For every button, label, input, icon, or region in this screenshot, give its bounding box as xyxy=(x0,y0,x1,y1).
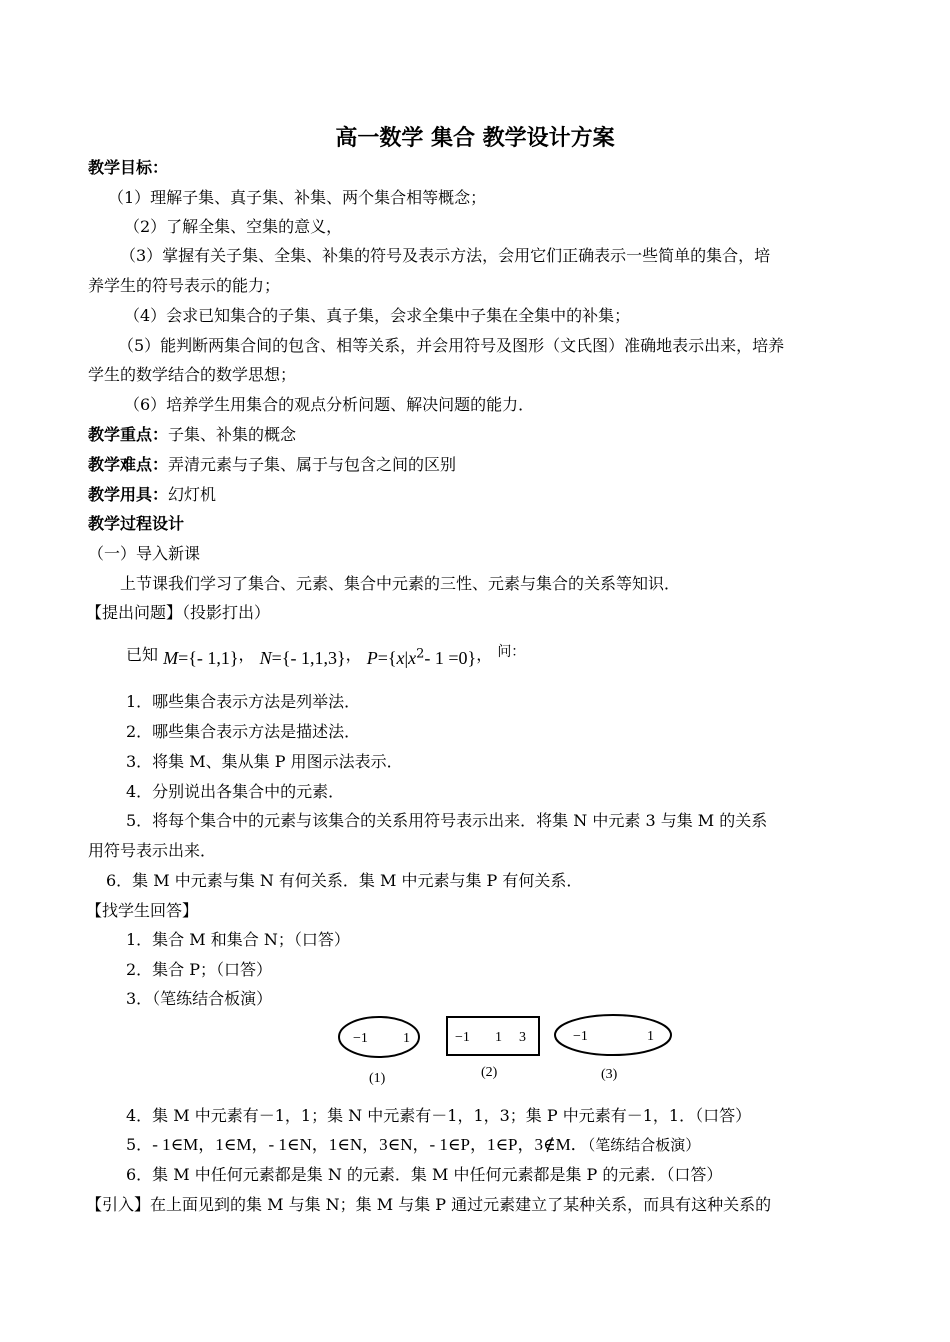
set-p-close: - 1 =0} xyxy=(424,648,477,668)
answer-4: 4．集 M 中元素有－1，1；集 N 中元素有－1，1，3；集 P 中元素有－1，1．（口答） xyxy=(126,1106,752,1125)
answer-6: 6．集 M 中任何元素都是集 N 的元素．集 M 中任何元素都是集 P 的元素．（口答） xyxy=(126,1165,723,1184)
answer-5-note: （笔练结合板演） xyxy=(587,1136,701,1154)
tools-label: 教学用具： xyxy=(88,485,169,504)
fig3-element-2: 1 xyxy=(647,1029,654,1044)
set-n-name: N xyxy=(259,648,272,668)
difficulty-text: 弄清元素与子集、属于与包含之间的区别 xyxy=(168,455,457,474)
objective-6: （6）培养学生用集合的观点分析问题、解决问题的能力． xyxy=(124,395,535,414)
fig3-label: (3) xyxy=(601,1067,618,1082)
answer-2: 2．集合 P；（口答） xyxy=(126,960,273,979)
tools xyxy=(88,485,868,505)
objective-2: （2）了解全集、空集的意义， xyxy=(124,217,343,236)
process-heading: 教学过程设计 xyxy=(88,514,185,533)
fig2-element-2: 1 xyxy=(495,1030,502,1045)
lead-text: 在上面见到的集 M 与集 N；集 M 与集 P 通过元素建立了某种关系，而具有这种关系的 xyxy=(150,1195,772,1214)
set-p-exponent: 2 xyxy=(416,646,425,662)
question-5-cont: 用符号表示出来． xyxy=(88,841,217,860)
intro-paragraph: 上节课我们学习了集合、元素、集合中元素的三性、元素与集合的关系等知识． xyxy=(120,574,681,593)
given-sep-3: ， xyxy=(476,645,493,664)
objective-1: （1）理解子集、真子集、补集、两个集合相等概念； xyxy=(108,188,487,207)
set-p-open: ={ xyxy=(377,648,397,668)
difficulty xyxy=(88,455,868,475)
question-5: 5．将每个集合中的元素与该集合的关系用符号表示出来．将集 N 中元素 3 与集 M 的关系 xyxy=(126,811,768,830)
question-2: 2．哪些集合表示方法是描述法． xyxy=(126,722,361,741)
answer-3: 3．（笔练结合板演） xyxy=(126,989,273,1008)
key-point-label: 教学重点： xyxy=(88,425,169,444)
question-6: 6．集 M 中元素与集 N 有何关系．集 M 中元素与集 P 有何关系． xyxy=(106,871,583,890)
key-point-text: 子集、补集的概念 xyxy=(168,425,297,444)
set-n: ={- 1,1,3} xyxy=(271,648,346,668)
venn-diagram-figure xyxy=(335,1010,675,1090)
objective-4: （4）会求已知集合的子集、真子集，会求全集中子集在全集中的补集； xyxy=(124,306,631,325)
fig2-element-1: −1 xyxy=(455,1030,470,1045)
question-4: 4．分别说出各集合中的元素． xyxy=(126,782,345,801)
answer-tag: 【找学生回答】 xyxy=(86,901,199,920)
set-p-name: P xyxy=(366,648,378,668)
fig1-element-2: 1 xyxy=(403,1031,410,1046)
answer-5-num: 5． xyxy=(126,1135,153,1154)
given-sets xyxy=(126,637,906,674)
fig1-label: (1) xyxy=(369,1071,386,1086)
question-3: 3．将集 M、集从集 P 用图示法表示． xyxy=(126,752,403,771)
set-p-var2: x xyxy=(408,648,417,668)
objective-3-cont: 养学生的符号表示的能力； xyxy=(88,276,281,295)
tools-text: 幻灯机 xyxy=(168,485,217,504)
lead-paragraph xyxy=(86,1195,866,1215)
question-1: 1．哪些集合表示方法是列举法． xyxy=(126,692,361,711)
set-p-bar: | xyxy=(404,648,409,668)
fig2-element-3: 3 xyxy=(519,1030,526,1045)
key-point xyxy=(88,425,868,445)
fig1-element-1: −1 xyxy=(353,1031,368,1046)
lead-tag: 【引入】 xyxy=(86,1195,151,1214)
objective-5: （5）能判断两集合间的包含、相等关系，并会用符号及图形（文氏图）准确地表示出来，培养 xyxy=(118,336,785,355)
objectives-heading: 教学目标： xyxy=(88,158,169,177)
answer-1: 1．集合 M 和集合 N；（口答） xyxy=(126,930,350,949)
page-title: 高一数学 集合 教学设计方案 xyxy=(335,125,615,151)
set-m: ={- 1,1} xyxy=(178,648,239,668)
answer-5 xyxy=(126,1135,906,1155)
difficulty-label: 教学难点： xyxy=(88,455,169,474)
answer-5-relations: - 1∈M，1∈M，- 1∈N，1∈N，3∈N，- 1∈P，1∈P，3∉M． xyxy=(152,1135,588,1154)
fig3-element-1: −1 xyxy=(573,1029,588,1044)
fig2-label: (2) xyxy=(481,1065,498,1080)
given-sep-1: ， xyxy=(238,645,255,664)
set-p-var: x xyxy=(396,648,405,668)
section-heading: （一）导入新课 xyxy=(88,544,201,563)
objective-3: （3）掌握有关子集、全集、补集的符号及表示方法，会用它们正确表示一些简单的集合，培 xyxy=(120,246,771,265)
given-prefix: 已知 xyxy=(126,645,159,664)
given-suffix: 问： xyxy=(497,644,526,660)
objective-5-cont: 学生的数学结合的数学思想； xyxy=(88,365,297,384)
set-m-name: M xyxy=(163,648,179,668)
question-tag: 【提出问题】（投影打出） xyxy=(86,603,271,622)
given-sep-2: ， xyxy=(345,645,362,664)
